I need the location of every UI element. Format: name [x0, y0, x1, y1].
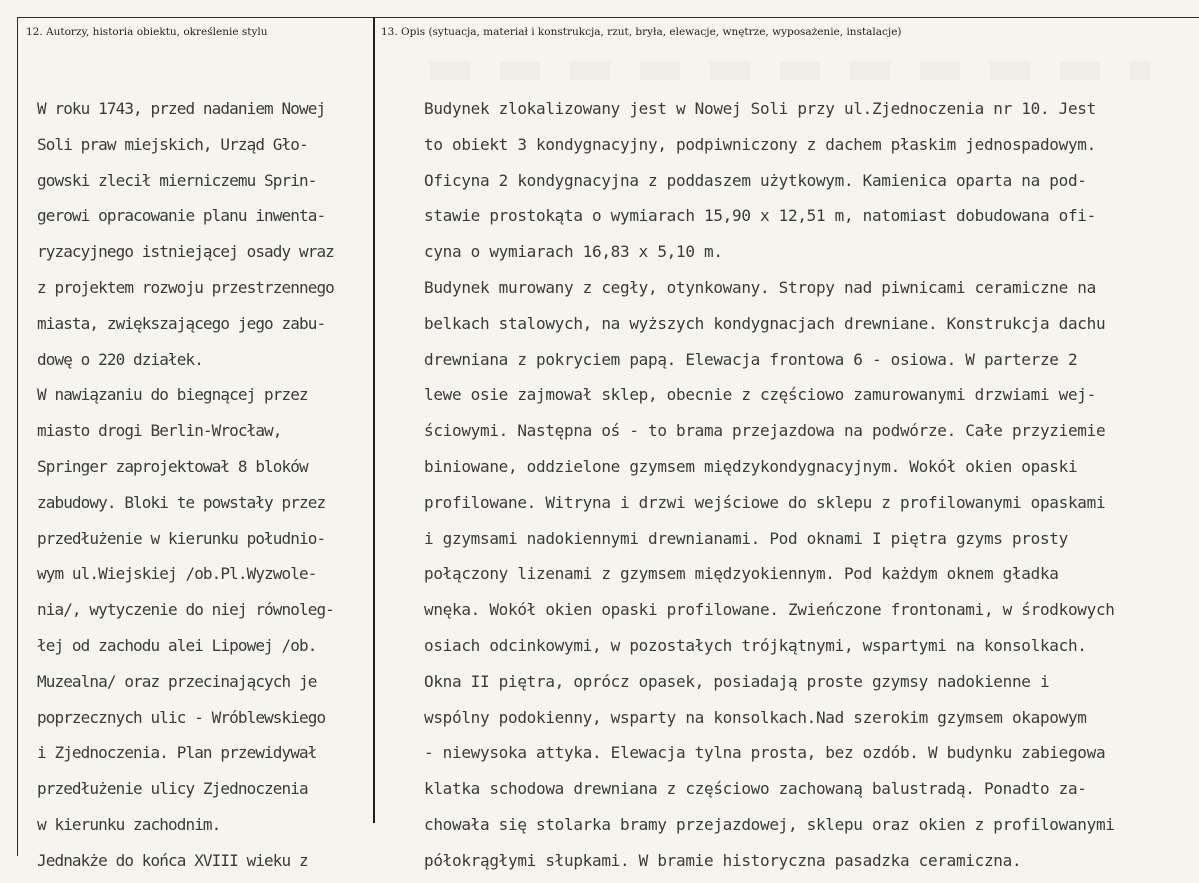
description-text-column — [424, 95, 1184, 883]
description-line: wspólny podokienny, wsparty na konsolkach.Nad szerokim gzymsem okapowym — [424, 707, 1087, 727]
history-line: nia/, wytyczenie do niej równoleg- — [37, 600, 334, 620]
history-line: wym ul.Wiejskiej /ob.Pl.Wyzwole- — [37, 564, 317, 584]
history-line: w kierunku zachodnim. — [37, 814, 221, 834]
description-line: i gzymsami nadokiennymi drewnianami. Pod oknami I piętra gzyms prosty — [424, 528, 1068, 548]
description-line: klatka schodowa drewniana z częściowo zachowaną balustradą. Ponadto za- — [424, 779, 1087, 799]
description-line: biniowane, oddzielone gzymsem międzykondygnacyjnym. Wokół okien opaski — [424, 456, 1078, 476]
history-line: ryzacyjnego istniejącej osady wraz — [37, 242, 334, 262]
history-line: gowski zlecił mierniczemu Sprin- — [37, 170, 317, 190]
description-line: osiach odcinkowymi, w pozostałych trójkątnymi, wspartymi na konsolkach. — [424, 635, 1087, 655]
description-line: półokrągłymi słupkami. W bramie historyczna pasadzka ceramiczna. — [424, 850, 1022, 870]
history-line: miasto drogi Berlin-Wrocław, — [37, 421, 282, 441]
description-line: Budynek murowany z cegły, otynkowany. Stropy nad piwnicami ceramiczne na — [424, 277, 1096, 297]
description-line: belkach stalowych, na wyższych kondygnacjach drewniane. Konstrukcja dachu — [424, 313, 1106, 333]
description-line: lewe osie zajmował sklep, obecnie z częściowo zamurowanymi drzwiami wej- — [424, 385, 1096, 405]
history-line: dowę o 220 działek. — [37, 349, 203, 369]
history-line: poprzecznych ulic - Wróblewskiego — [37, 707, 326, 727]
description-line: cyna o wymiarach 16,83 x 5,10 m. — [424, 242, 723, 262]
history-line: zabudowy. Bloki te powstały przez — [37, 492, 326, 512]
history-line: łej od zachodu alei Lipowej /ob. — [37, 635, 317, 655]
description-line: Oficyna 2 kondygnacyjna z poddaszem użytkowym. Kamienica oparta na pod- — [424, 170, 1087, 190]
history-line: i Zjednoczenia. Plan przewidywał — [37, 743, 317, 763]
description-line: profilowane. Witryna i drzwi wejściowe do sklepu z profilowanymi opaskami — [424, 492, 1106, 512]
description-line: połączony lizenami z gzymsem międzyokiennym. Pod każdym oknem gładka — [424, 564, 1059, 584]
history-line: gerowi opracowanie planu inwenta- — [37, 206, 326, 226]
description-line: to obiekt 3 kondygnacyjny, podpiwniczony z dachem płaskim jednospadowym. — [424, 134, 1096, 154]
history-line: z projektem rozwoju przestrzennego — [37, 277, 334, 297]
faint-bleedthrough-text — [430, 62, 1150, 80]
history-line: przedłużenie ulicy Zjednoczenia — [37, 779, 308, 799]
column-divider — [373, 17, 375, 823]
history-line: Soli praw miejskich, Urząd Gło- — [37, 134, 308, 154]
history-text-column — [37, 95, 373, 883]
description-line: drewniana z pokryciem papą. Elewacja frontowa 6 - osiowa. W parterze 2 — [424, 349, 1078, 369]
section-12-header: 12. Autorzy, historia obiektu, określenie stylu — [26, 26, 268, 38]
history-line: W nawiązaniu do biegnącej przez — [37, 385, 308, 405]
description-line: - niewysoka attyka. Elewacja tylna prosta, bez ozdób. W budynku zabiegowa — [424, 743, 1106, 763]
description-line: stawie prostokąta o wymiarach 15,90 x 12,51 m, natomiast dobudowana ofi- — [424, 206, 1096, 226]
section-13-header: 13. Opis (sytuacja, materiał i konstrukcja, rzut, bryła, elewacje, wnętrze, wyposażenie, instalacje) — [381, 26, 902, 38]
form-left-border — [17, 17, 18, 856]
history-line: miasta, zwiększającego jego zabu- — [37, 313, 326, 333]
history-line: Jednakże do końca XVIII wieku z — [37, 850, 308, 870]
history-line: przedłużenie w kierunku południo- — [37, 528, 326, 548]
form-top-border — [17, 17, 1199, 18]
description-line: chowała się stolarka bramy przejazdowej, sklepu oraz okien z profilowanymi — [424, 814, 1115, 834]
history-line: Muzealna/ oraz przecinających je — [37, 671, 317, 691]
description-line: Budynek zlokalizowany jest w Nowej Soli przy ul.Zjednoczenia nr 10. Jest — [424, 99, 1096, 118]
history-line: W roku 1743, przed nadaniem Nowej — [37, 99, 326, 118]
description-line: Okna II piętra, oprócz opasek, posiadają proste gzymsy nadokienne i — [424, 671, 1050, 691]
description-line: ściowymi. Następna oś - to brama przejazdowa na podwórze. Całe przyziemie — [424, 421, 1106, 441]
history-line: Springer zaprojektował 8 bloków — [37, 456, 308, 476]
description-line: wnęka. Wokół okien opaski profilowane. Zwieńczone frontonami, w środkowych — [424, 600, 1115, 620]
